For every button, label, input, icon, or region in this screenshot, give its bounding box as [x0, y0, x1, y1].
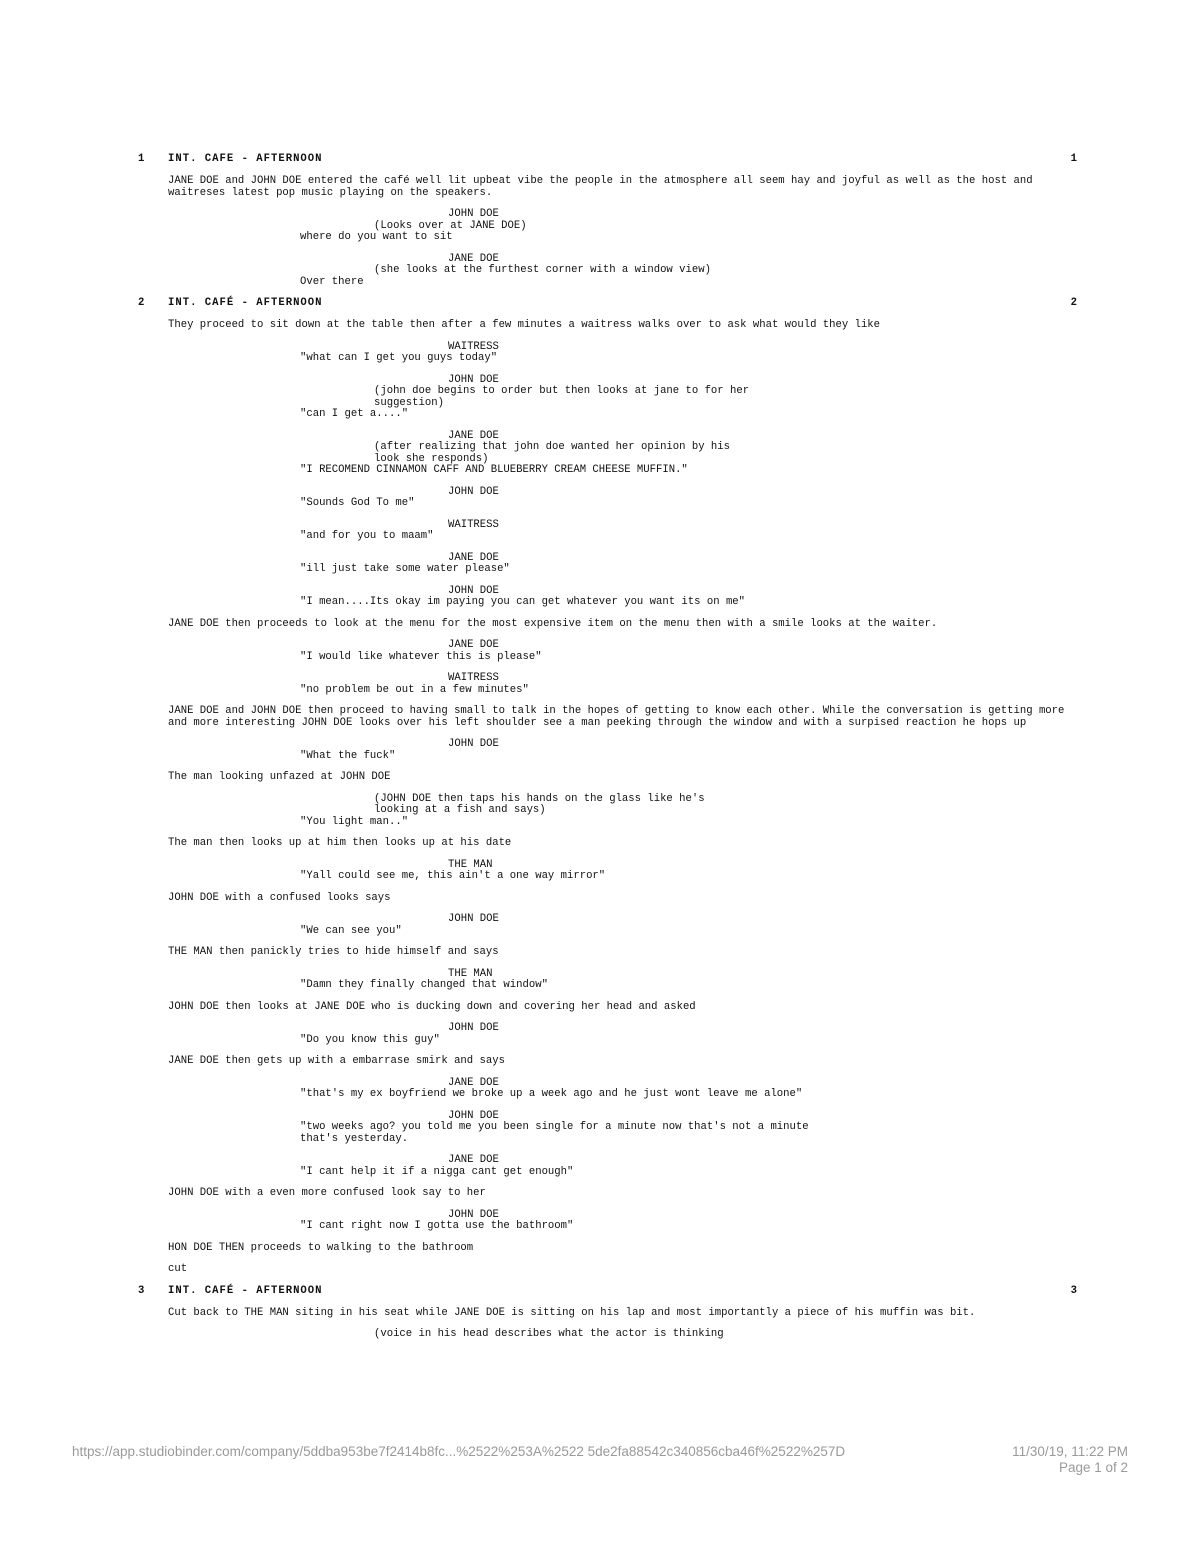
character-name: JOHN DOE [448, 584, 499, 597]
dialogue-block [138, 375, 1078, 421]
character-name: JOHN DOE [448, 485, 499, 498]
action-line: HON DOE THEN proceeds to walking to the bathroom [168, 1241, 474, 1254]
dialogue-line: "I cant right now I gotta use the bathroom" [300, 1220, 574, 1232]
character-name: THE MAN [448, 858, 493, 871]
dialogue-block [138, 969, 1078, 992]
dialogue-block [138, 586, 1078, 609]
scene-number-right: 2 [1070, 297, 1078, 309]
footer-url: https://app.studiobinder.com/company/5ddba953be7f2414b8fc...%2522%253A%2522 5de2fa88542c340856cba46f%2522%257D [72, 1444, 846, 1459]
scene-number-right: 3 [1070, 1284, 1078, 1297]
dialogue-line: "that's my ex boyfriend we broke up a week ago and he just wont leave me alone" [300, 1088, 803, 1100]
character-name: JOHN DOE [448, 913, 499, 925]
scene-heading [138, 154, 1078, 168]
dialogue-line: "What the fuck" [300, 749, 396, 762]
dialogue-block [138, 342, 1078, 365]
character-name: JANE DOE [448, 551, 499, 564]
parenthetical: (Looks over at JANE DOE) [374, 219, 527, 232]
action-line: JANE DOE then proceeds to look at the menu for the most expensive item on the menu then with a smile looks at the waiter. [168, 617, 938, 630]
dialogue-line: "two weeks ago? you told me you been single for a minute now that's not a minute that's yesterday. [300, 1121, 815, 1145]
footer-page-number: Page 1 of 2 [1058, 1460, 1128, 1475]
dialogue-block [138, 673, 1078, 696]
dialogue-line: "I would like whatever this is please" [300, 650, 542, 663]
scene-number: 1 [138, 153, 146, 165]
scene-slugline: INT. CAFÉ - AFTERNOON [168, 1284, 323, 1297]
dialogue-block [138, 254, 1078, 289]
scene [138, 1286, 1078, 1341]
parenthetical: (john doe begins to order but then looks at jane to for her suggestion) [374, 385, 756, 409]
dialogue-line: "Sounds God To me" [300, 497, 415, 509]
character-name: JOHN DOE [448, 1208, 499, 1221]
action-line: THE MAN then panickly tries to hide himself and says [168, 946, 499, 958]
footer-datetime: 11/30/19, 11:22 PM [1012, 1444, 1128, 1459]
character-name: JOHN DOE [448, 1109, 499, 1122]
character-name: WAITRESS [448, 340, 499, 353]
dialogue-block [138, 520, 1078, 543]
dialogue-line: Over there [300, 275, 364, 288]
action-line: JOHN DOE with a confused looks says [168, 891, 391, 904]
dialogue-block [138, 1023, 1078, 1046]
action-line: The man then looks up at him then looks up at his date [168, 837, 512, 849]
action-line: JANE DOE and JOHN DOE then proceed to having small to talk in the hopes of getting to know each other. While the conversation is getting more and more interesting JOHN DOE looks over his left shoulder see a man peeking through the window and with a surpised reaction he hops up [168, 705, 1071, 729]
action-line: JOHN DOE then looks at JANE DOE who is ducking down and covering her head and asked [168, 1000, 696, 1013]
action-line: The man looking unfazed at JOHN DOE [168, 771, 391, 783]
dialogue-block [138, 1111, 1078, 1146]
dialogue-block [138, 640, 1078, 663]
scene [138, 298, 1078, 1276]
scene-heading [138, 1286, 1078, 1300]
character-name: JANE DOE [448, 252, 499, 265]
character-name: JOHN DOE [448, 208, 499, 220]
dialogue-block [138, 1329, 1078, 1341]
dialogue-line: where do you want to sit [300, 231, 453, 243]
dialogue-block [138, 860, 1078, 883]
scene-heading [138, 298, 1078, 312]
scene-slugline: INT. CAFÉ - AFTERNOON [168, 297, 323, 309]
screenplay-body [138, 154, 1078, 1351]
footer-meta [1012, 1444, 1128, 1476]
dialogue-line: "can I get a...." [300, 408, 409, 420]
dialogue-line: "Do you know this guy" [300, 1033, 440, 1046]
action-line: JOHN DOE with a even more confused look say to her [168, 1187, 486, 1199]
dialogue-line: "You light man.." [300, 815, 409, 828]
dialogue-line: "and for you to maam" [300, 530, 434, 542]
dialogue-block [138, 431, 1078, 477]
character-name: WAITRESS [448, 518, 499, 531]
scene-number-right: 1 [1070, 153, 1078, 165]
character-name: JOHN DOE [448, 738, 499, 750]
dialogue-line: "what can I get you guys today" [300, 352, 498, 364]
dialogue-line: "I RECOMEND CINNAMON CAFF AND BLUEBERRY CREAM CHEESE MUFFIN." [300, 464, 688, 476]
character-name: JOHN DOE [448, 1022, 499, 1034]
character-name: JANE DOE [448, 1076, 499, 1089]
parenthetical: (she looks at the furthest corner with a window view) [374, 264, 711, 276]
action-line: JANE DOE then gets up with a embarrase smirk and says [168, 1055, 505, 1067]
dialogue-block [138, 794, 1078, 829]
character-name: JANE DOE [448, 1154, 499, 1166]
parenthetical: (JOHN DOE then taps his hands on the glass like he's looking at a fish and says) [374, 792, 711, 816]
dialogue-line: "Yall could see me, this ain't a one way mirror" [300, 870, 606, 882]
dialogue-line: "ill just take some water please" [300, 563, 510, 575]
dialogue-block [138, 739, 1078, 762]
action-line: Cut back to THE MAN siting in his seat while JANE DOE is sitting on his lap and most importantly a piece of his muffin was bit. [168, 1306, 976, 1319]
dialogue-block [138, 914, 1078, 937]
scene-number: 2 [138, 297, 146, 309]
dialogue-line: "I cant help it if a nigga cant get enough" [300, 1165, 574, 1178]
character-name: JANE DOE [448, 639, 499, 651]
character-name: WAITRESS [448, 672, 499, 684]
dialogue-block [138, 487, 1078, 510]
character-name: THE MAN [448, 967, 493, 980]
action-line: They proceed to sit down at the table then after a few minutes a waitress walks over to ask what would they like [168, 319, 881, 331]
dialogue-line: "We can see you" [300, 924, 402, 937]
action-line: JANE DOE and JOHN DOE entered the café well lit upbeat vibe the people in the atmosphere all seem hay and joyful as well as the host and waitreses latest pop music playing on the speakers. [168, 175, 1039, 199]
dialogue-block [138, 1155, 1078, 1178]
dialogue-block [138, 553, 1078, 576]
character-name: JANE DOE [448, 429, 499, 442]
dialogue-line: "no problem be out in a few minutes" [300, 683, 529, 696]
character-name: JOHN DOE [448, 373, 499, 386]
dialogue-block [138, 1210, 1078, 1233]
dialogue-block [138, 1078, 1078, 1101]
scene-number: 3 [138, 1284, 146, 1297]
action-line: cut [168, 1263, 188, 1275]
dialogue-line: "Damn they finally changed that window" [300, 979, 548, 991]
dialogue-line: "I mean....Its okay im paying you can get whatever you want its on me" [300, 596, 746, 608]
scene [138, 154, 1078, 288]
parenthetical: (after realizing that john doe wanted her opinion by his look she responds) [374, 441, 737, 465]
parenthetical: (voice in his head describes what the actor is thinking [374, 1328, 724, 1340]
dialogue-block [138, 209, 1078, 244]
scene-slugline: INT. CAFE - AFTERNOON [168, 153, 323, 165]
